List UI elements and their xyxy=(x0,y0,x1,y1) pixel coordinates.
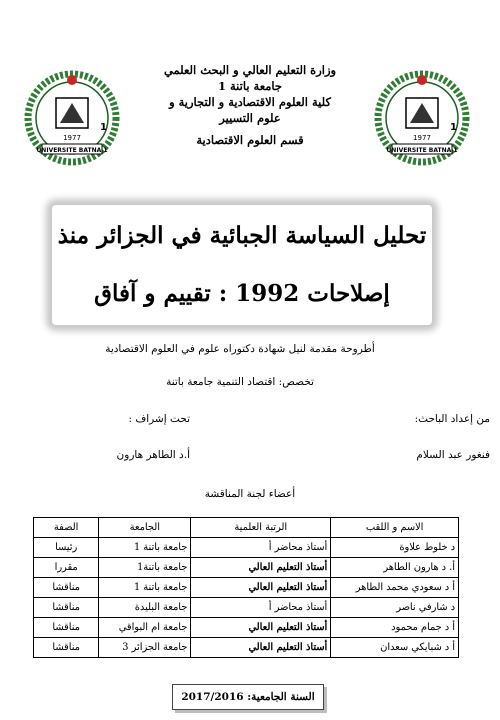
member-role: مناقشا xyxy=(34,618,99,638)
member-university: جامعة ام البواقي xyxy=(99,618,191,638)
member-university: جامعة البليدة xyxy=(99,598,191,618)
member-rank: أستاذ محاضر أ xyxy=(191,598,331,618)
table-header-row xyxy=(34,518,459,538)
member-role: مناقشا xyxy=(34,598,99,618)
university-logo-left xyxy=(22,68,122,168)
supervisor-name: أ.د الطاهر هارون xyxy=(116,449,190,461)
member-name: د شارفي ناصر xyxy=(331,598,459,618)
university-name: جامعة باتنة 1 xyxy=(217,79,283,93)
table-row xyxy=(34,538,459,558)
table-row xyxy=(34,638,459,658)
column-header-rank: الرتبة العلمية xyxy=(191,518,331,538)
member-role: مناقشا xyxy=(34,578,99,598)
member-name: أ د جمام محمود xyxy=(331,618,459,638)
member-name: د خلوط علاوة xyxy=(331,538,459,558)
member-university: جامعة باتنة 1 xyxy=(99,538,191,558)
table-row xyxy=(34,618,459,638)
member-name: أ. د هارون الطاهر xyxy=(331,558,459,578)
faculty-name-line2: علوم التسيير xyxy=(219,111,281,125)
specialization: تخصص: اقتصاد التنمية جامعة باتنة xyxy=(166,376,314,388)
thesis-title-line2: إصلاحات 1992 : تقييم و آفاق xyxy=(94,280,390,307)
faculty-name-line1: كلية العلوم الاقتصادية و التجارية و xyxy=(169,95,331,109)
svg-text:UNIVERSITE BATNA 1: UNIVERSITE BATNA 1 xyxy=(36,147,108,154)
member-rank: أستاذ التعليم العالي xyxy=(191,638,331,658)
thesis-title-box xyxy=(52,205,432,325)
svg-text:1: 1 xyxy=(100,122,107,133)
ministry-name: وزارة التعليم العالي و البحث العلمي xyxy=(163,63,337,77)
university-logo-right xyxy=(372,68,472,168)
svg-text:UNIVERSITE BATNA 1: UNIVERSITE BATNA 1 xyxy=(386,147,458,154)
member-university: جامعة باتنة1 xyxy=(99,558,191,578)
column-header-role: الصفة xyxy=(34,518,99,538)
member-rank: أستاذ التعليم العالي xyxy=(191,578,331,598)
member-rank: أستاذ التعليم العالي xyxy=(191,618,331,638)
member-rank: أستاذ التعليم العالي xyxy=(191,558,331,578)
table-row xyxy=(34,558,459,578)
researcher-name: فنغور عبد السلام xyxy=(416,449,490,461)
member-university: جامعة باتنة 1 xyxy=(99,578,191,598)
svg-text:1: 1 xyxy=(450,122,457,133)
member-university: جامعة الجزائر 3 xyxy=(99,638,191,658)
department-name: قسم العلوم الاقتصادية xyxy=(196,133,304,147)
column-header-university: الجامعة xyxy=(99,518,191,538)
thesis-description: أطروحة مقدمة لنيل شهادة دكتوراه علوم في العلوم الاقتصادية xyxy=(105,343,375,355)
svg-text:1977: 1977 xyxy=(413,134,431,142)
academic-year-box: السنة الجامعية: 2017/2016 xyxy=(172,684,324,710)
committee-heading: أعضاء لجنة المناقشة xyxy=(204,488,296,500)
member-name: أ د شبايكي سعدان xyxy=(331,638,459,658)
table-row xyxy=(34,598,459,618)
member-role: مناقشا xyxy=(34,638,99,658)
member-rank: أستاذ محاضر أ xyxy=(191,538,331,558)
column-header-name: الاسم و اللقب xyxy=(331,518,459,538)
supervision-label: تحت إشراف : xyxy=(128,413,190,425)
table-row xyxy=(34,578,459,598)
member-role: رئيسا xyxy=(34,538,99,558)
committee-table xyxy=(33,517,459,658)
svg-text:1977: 1977 xyxy=(63,134,81,142)
prepared-by-label: من إعداد الباحث: xyxy=(414,413,490,425)
member-name: أ د سعودي محمد الطاهر xyxy=(331,578,459,598)
member-role: مقررا xyxy=(34,558,99,578)
institution-header xyxy=(140,62,360,148)
thesis-title-line1: تحليل السياسة الجبائية في الجزائر منذ xyxy=(57,222,427,249)
